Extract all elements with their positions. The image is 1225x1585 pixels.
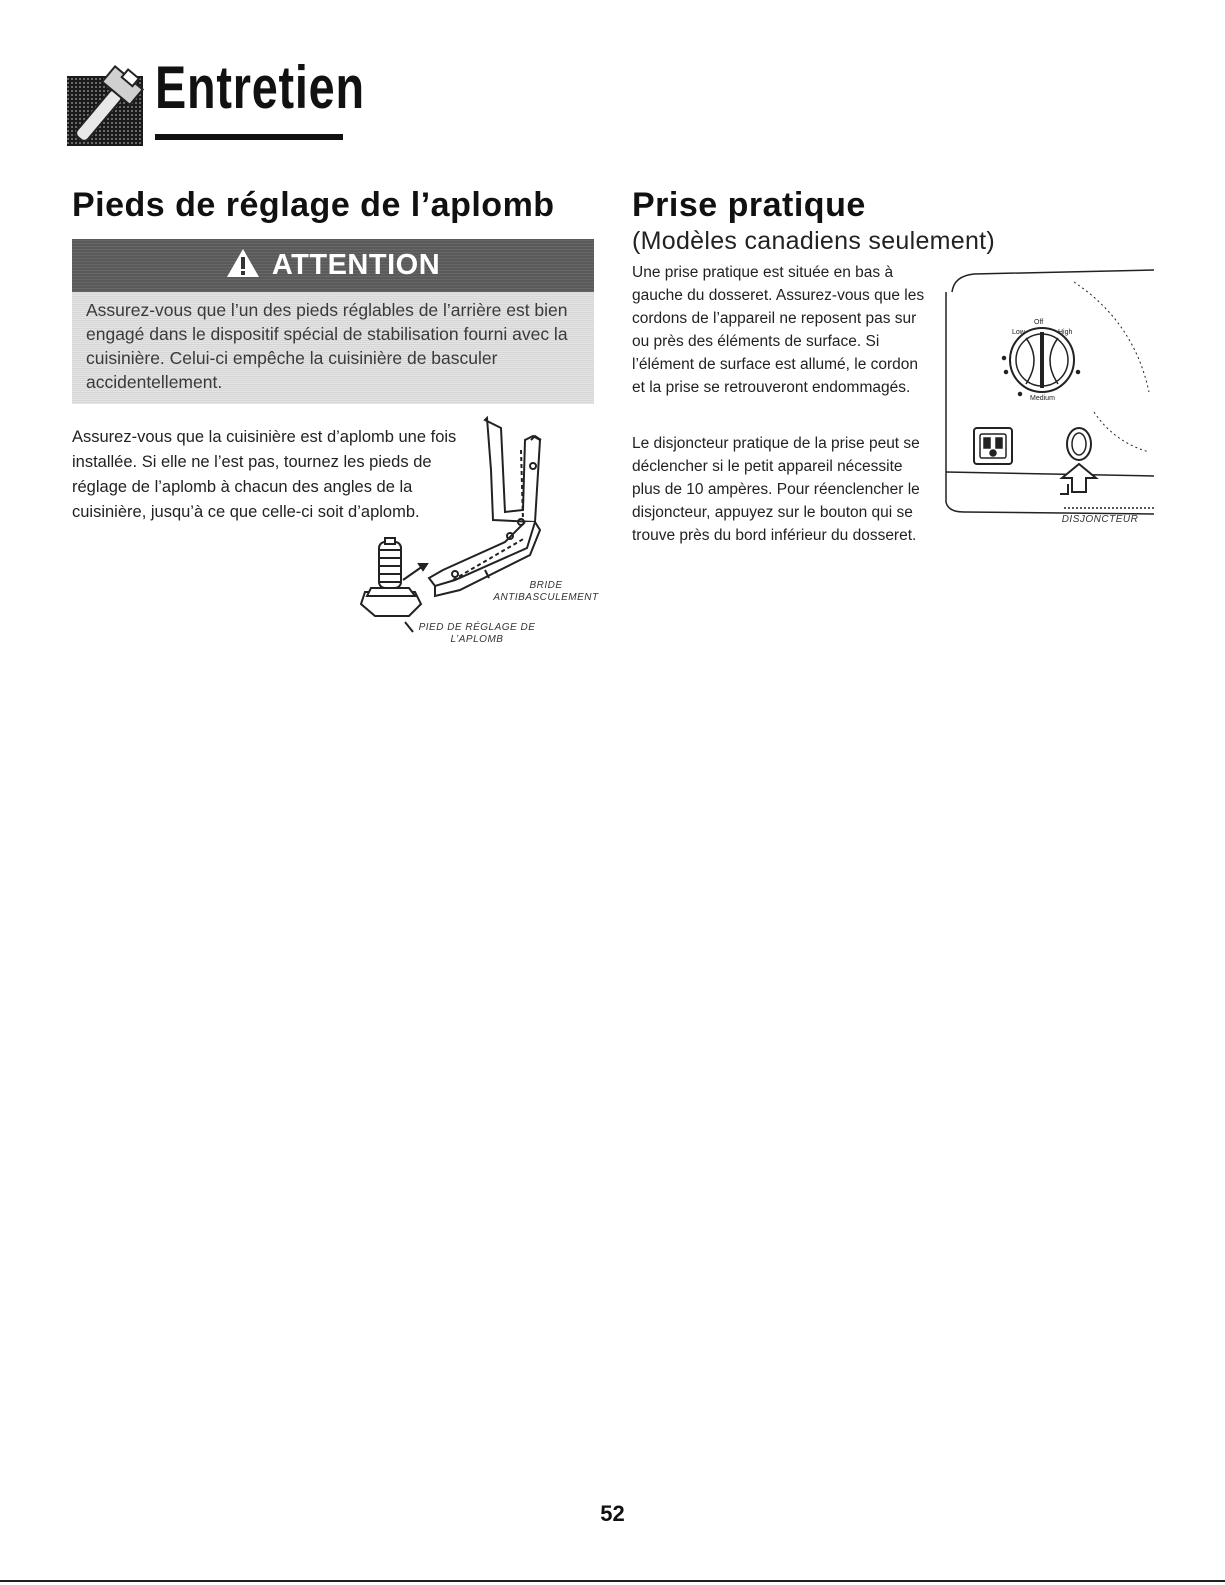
warning-triangle-icon: [226, 248, 260, 283]
caption-bride: BRIDE ANTIBASCULEMENT: [493, 580, 599, 603]
wrench-icon: [67, 62, 149, 146]
page-number: 52: [600, 1501, 625, 1526]
outlet-illustration: [944, 262, 1159, 532]
dial-label-high: High: [1058, 329, 1073, 336]
dial-label-medium: Medium: [1030, 395, 1055, 402]
warning-text: Assurez-vous que l’un des pieds réglables de l’arrière est bien engagé dans le dispositif spécial de stabilisation fourni avec la cuisinière. Celui-ci empêche la cuisinière de basculer accidentellement.: [86, 300, 568, 392]
section-title-outlet: Prise pratique: [632, 186, 866, 224]
section-title-leveling-legs: Pieds de réglage de l’aplomb: [72, 186, 555, 224]
dial-label-low: Low: [1012, 329, 1025, 336]
outlet-paragraph-2: Le disjoncteur pratique de la prise peut se déclencher si le petit appareil nécessite plus de 10 ampères. Pour réenclencher le disjoncteur, appuyez sur le bouton qui se trouve près du bord inférieur du dosseret.: [632, 435, 920, 544]
outlet-paragraph-1: Une prise pratique est située en bas à gauche du dosseret. Assurez-vous que les cordons de l’appareil ne reposent pas sur ou près des éléments de surface. Si l’élément de surface est allumé, le cordon et la prise se retrouveront endommagés.: [632, 264, 925, 396]
section-subtitle-outlet: (Modèles canadiens seulement): [632, 227, 996, 255]
page-title: Entretien: [155, 54, 365, 121]
title-underline: [155, 134, 343, 140]
caption-pied: PIED DE RÉGLAGE DE L’APLOMB: [418, 622, 536, 645]
dial-label-off: Off: [1034, 319, 1044, 326]
leveling-paragraph: Assurez-vous que la cuisinière est d’aplomb une fois installée. Si elle ne l’est pas, tournez les pieds de réglage de l’aplomb à chacun des angles de la cuisinière, jusqu’à ce que celle-ci soit d’aplomb.: [72, 428, 457, 521]
warning-label: ATTENTION: [271, 249, 441, 281]
bottom-rule: [0, 1580, 1225, 1582]
warning-header: [72, 239, 594, 292]
caption-disjoncteur: DISJONCTEUR: [1061, 514, 1139, 525]
warning-body: [72, 292, 594, 404]
